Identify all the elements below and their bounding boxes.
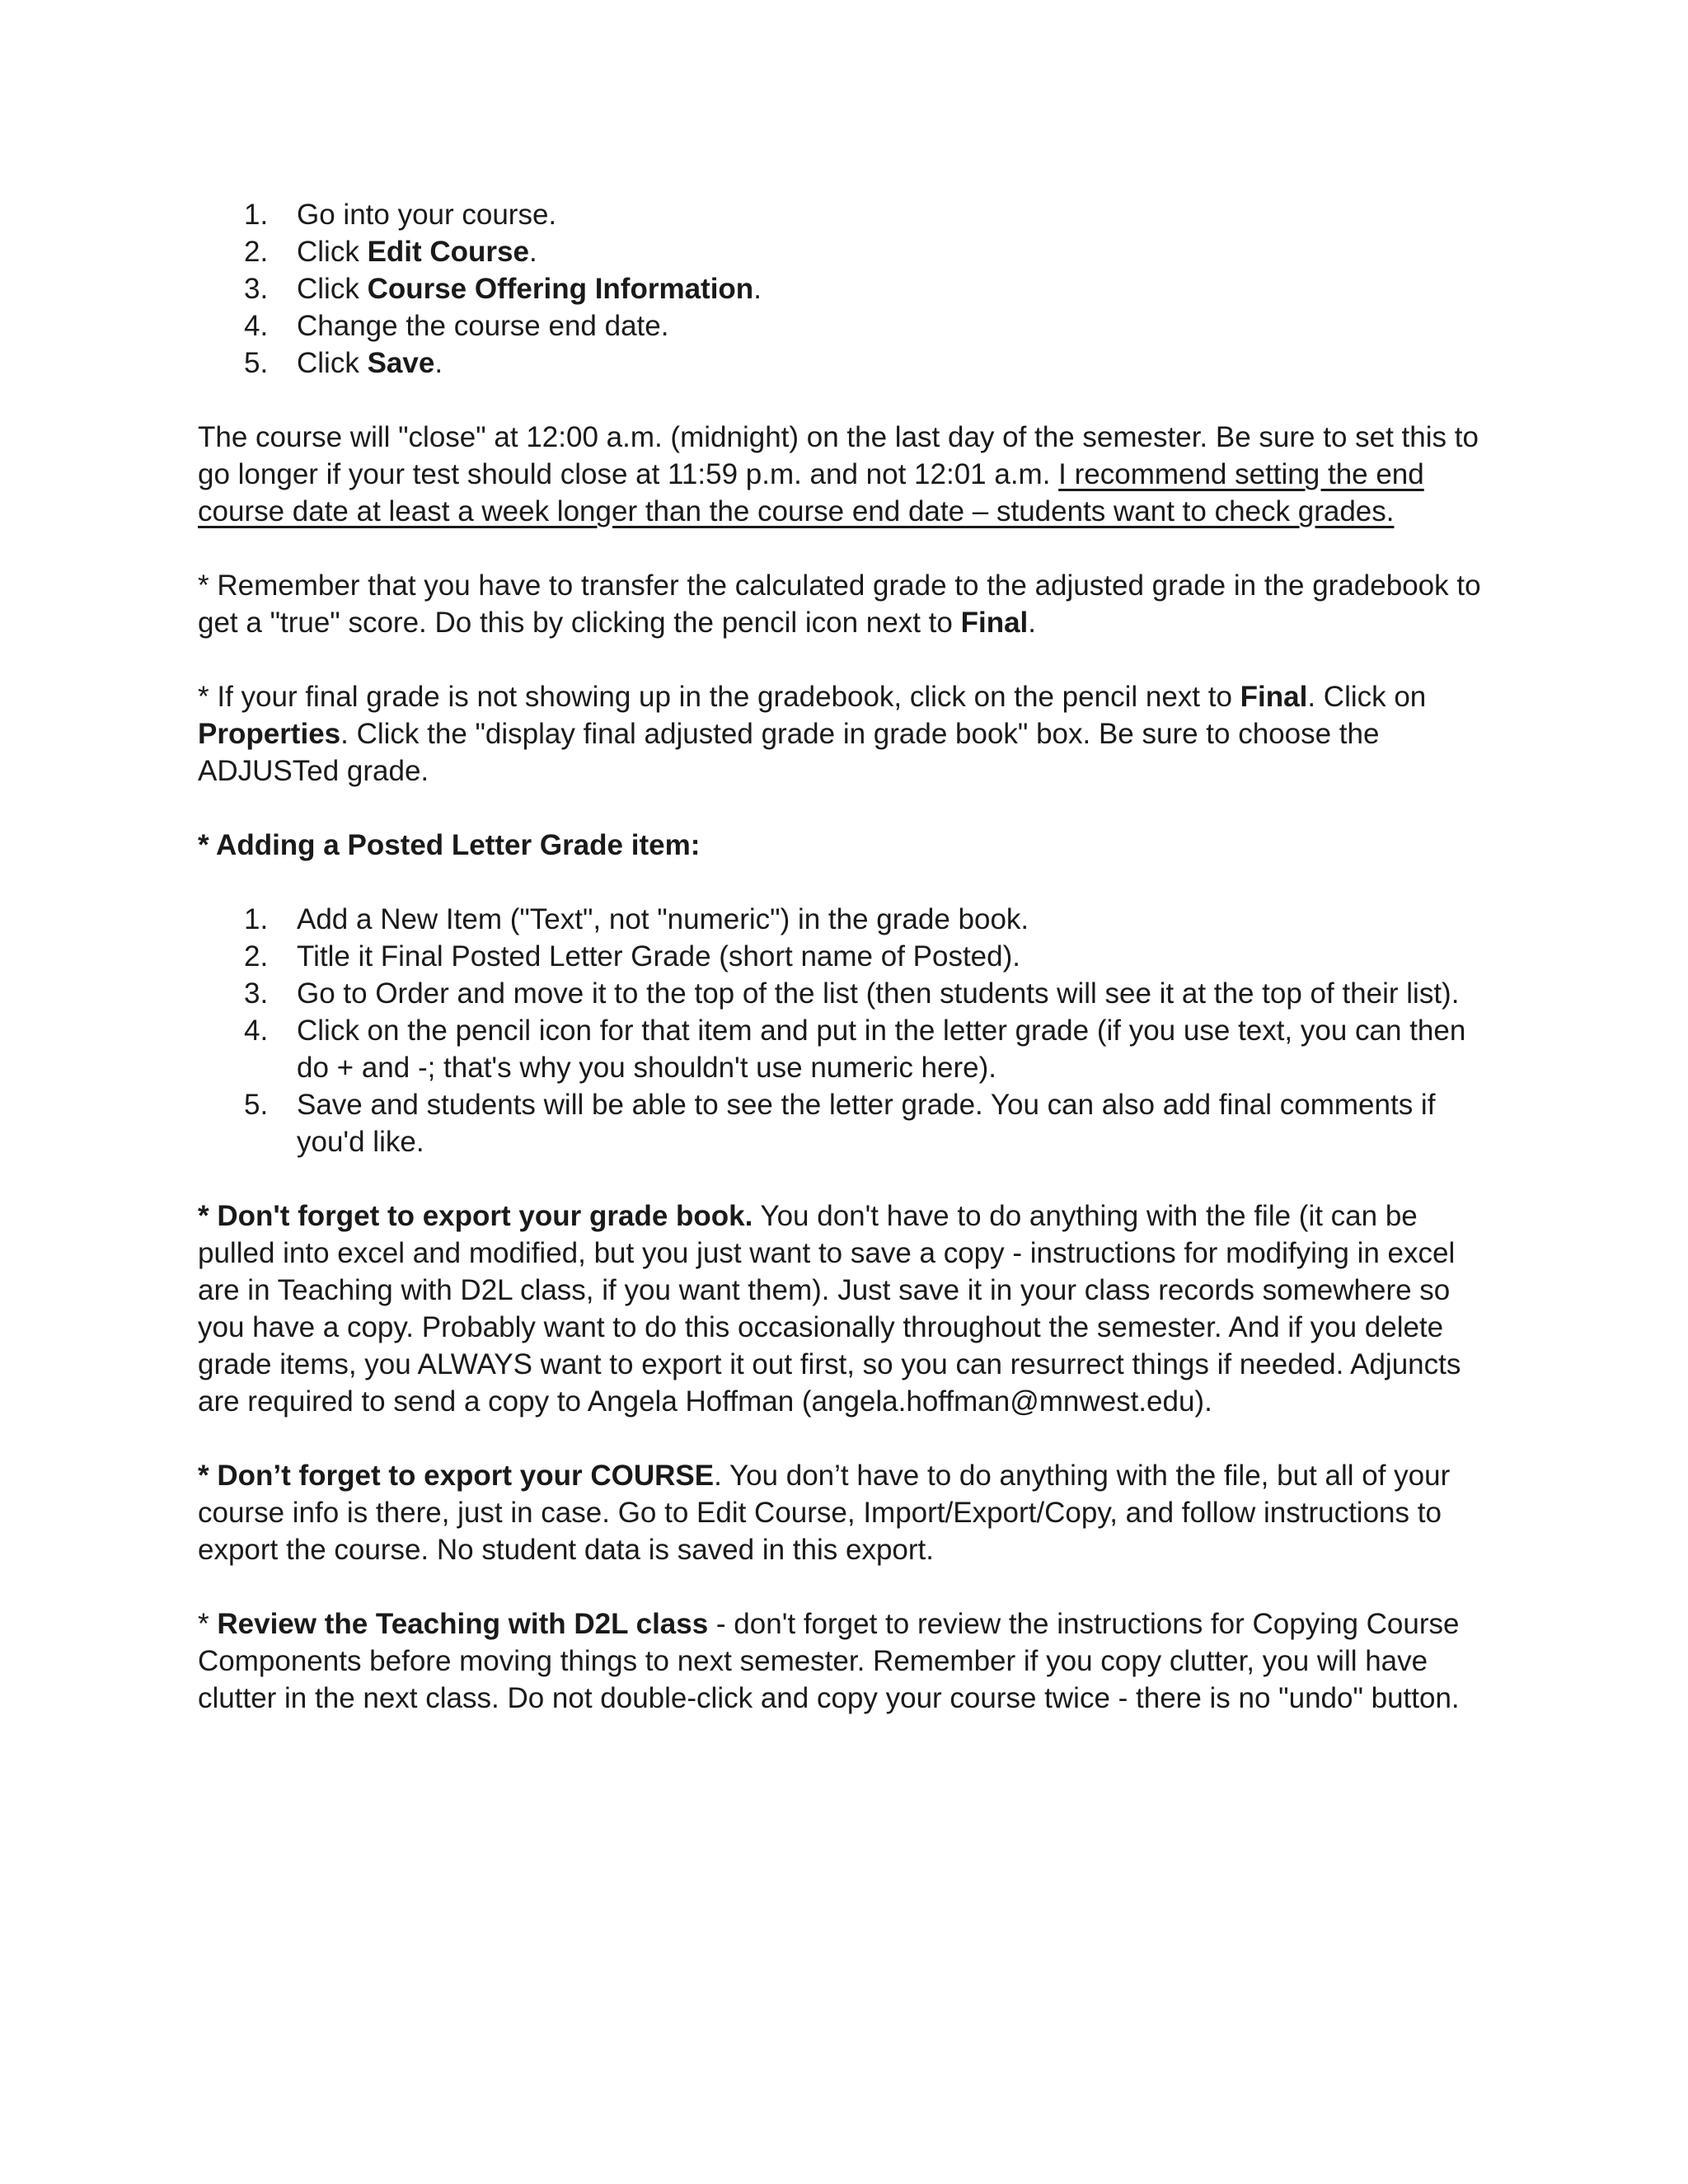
list-item: 4. Change the course end date. — [198, 307, 1500, 344]
list-item: 4. Click on the pencil icon for that item and put in the letter grade (if you use text, you can then do + and -; that's why you shouldn't use numeric here). — [198, 1012, 1500, 1086]
document-page — [198, 196, 1500, 1717]
remember-paragraph: * Remember that you have to transfer the calculated grade to the adjusted grade in the gradebook to get a "true" score. Do this by clicking the pencil icon next to Final. — [198, 569, 1481, 639]
list-item: 3. Go to Order and move it to the top of the list (then students will see it at the top of their list). — [198, 975, 1500, 1012]
posted-letter-grade-steps — [198, 901, 1500, 1160]
list-item: 2. Click Edit Course. — [198, 233, 1500, 270]
list-item: 5. Click Save. — [198, 344, 1500, 382]
list-number: 3. — [244, 977, 269, 1010]
list-number: 4. — [244, 1015, 269, 1047]
course-end-steps — [198, 196, 1500, 382]
list-number: 1. — [244, 199, 269, 231]
list-number: 3. — [244, 273, 269, 305]
list-number: 4. — [244, 310, 269, 342]
list-number: 1. — [244, 903, 269, 935]
list-item: 1. Go into your course. — [198, 196, 1500, 233]
list-item: 3. Click Course Offering Information. — [198, 270, 1500, 307]
list-number: 2. — [244, 940, 269, 972]
list-number: 5. — [244, 347, 269, 379]
course-close-paragraph: The course will "close" at 12:00 a.m. (midnight) on the last day of the semester. Be sure to set this to go longer if your test should close at 11:59 p.m. and not 12:01 a.m. I recommend setting the end course date at least a week longer than the course end date – students want to check grades. — [198, 421, 1479, 527]
list-item: 2. Title it Final Posted Letter Grade (short name of Posted). — [198, 938, 1500, 975]
list-item: 5. Save and students will be able to see the letter grade. You can also add final comments if you'd like. — [198, 1086, 1500, 1160]
recommendation-underlined: I recommend setting the end course date at least a week longer than the course end date – students want to check grades. — [198, 458, 1424, 527]
review-class-paragraph: * Review the Teaching with D2L class - don't forget to review the instructions for Copying Course Components before moving things to next semester. Remember if you copy clutter, you will have clutter in the next class. Do not double-click and copy your course twice - there is no "undo" button. — [198, 1608, 1460, 1714]
export-gradebook-paragraph: * Don't forget to export your grade book. You don't have to do anything with the file (it can be pulled into excel and modified, but you just want to save a copy - instructions for modifying in excel are in Teaching with D2L class, if you want them). Just save it in your class records somewhere so you have a copy. Probably want to do this occasionally throughout the semester. And if you delete grade items, you ALWAYS want to export it out first, so you can resurrect things if needed. Adjuncts are required to send a copy to Angela Hoffman (angela.hoffman@mnwest.edu). — [198, 1200, 1461, 1418]
export-course-paragraph: * Don’t forget to export your COURSE. You don’t have to do anything with the file, but all of your course info is there, just in case. Go to Edit Course, Import/Export/Copy, and follow instructions to export the course. No student data is saved in this export. — [198, 1460, 1451, 1566]
posted-letter-grade-heading: * Adding a Posted Letter Grade item: — [198, 829, 701, 861]
list-item: 1. Add a New Item ("Text", not "numeric") in the grade book. — [198, 901, 1500, 938]
list-number: 5. — [244, 1089, 269, 1121]
list-number: 2. — [244, 236, 269, 268]
final-grade-paragraph: * If your final grade is not showing up in the gradebook, click on the pencil next to Final. Click on Properties. Click the "display final adjusted grade in grade book" box. Be sure to choose the ADJUSTed grade. — [198, 681, 1427, 787]
